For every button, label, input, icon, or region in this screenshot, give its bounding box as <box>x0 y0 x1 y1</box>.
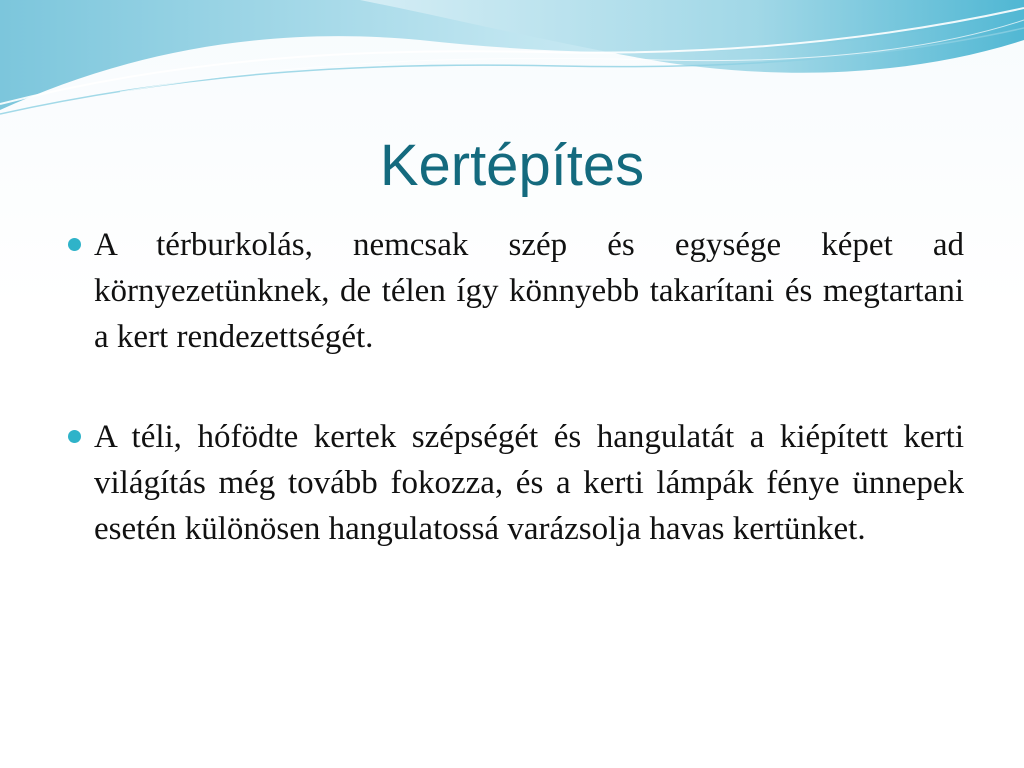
slide-title: Kertépítes <box>379 133 645 198</box>
bullet-item <box>64 414 964 552</box>
bullet-list <box>64 222 964 552</box>
wave-header-decoration <box>0 0 1024 120</box>
bullet-text: A téli, hófödte kertek szépségét és hangulatát a kiépített kerti világítás még tovább fokozza, és a kerti lámpák fénye ünnepek esetén különösen hangulatossá varázsolja havas kertünket. <box>94 419 964 547</box>
bullet-text: A térburkolás, nemcsak szép és egysége képet ad környezetünknek, de télen így könnyebb takarítani és megtartani a kert rendezettségét. <box>94 227 964 355</box>
bullet-dot-icon <box>68 430 81 443</box>
bullet-item <box>64 222 964 360</box>
bullet-dot-icon <box>68 238 81 251</box>
